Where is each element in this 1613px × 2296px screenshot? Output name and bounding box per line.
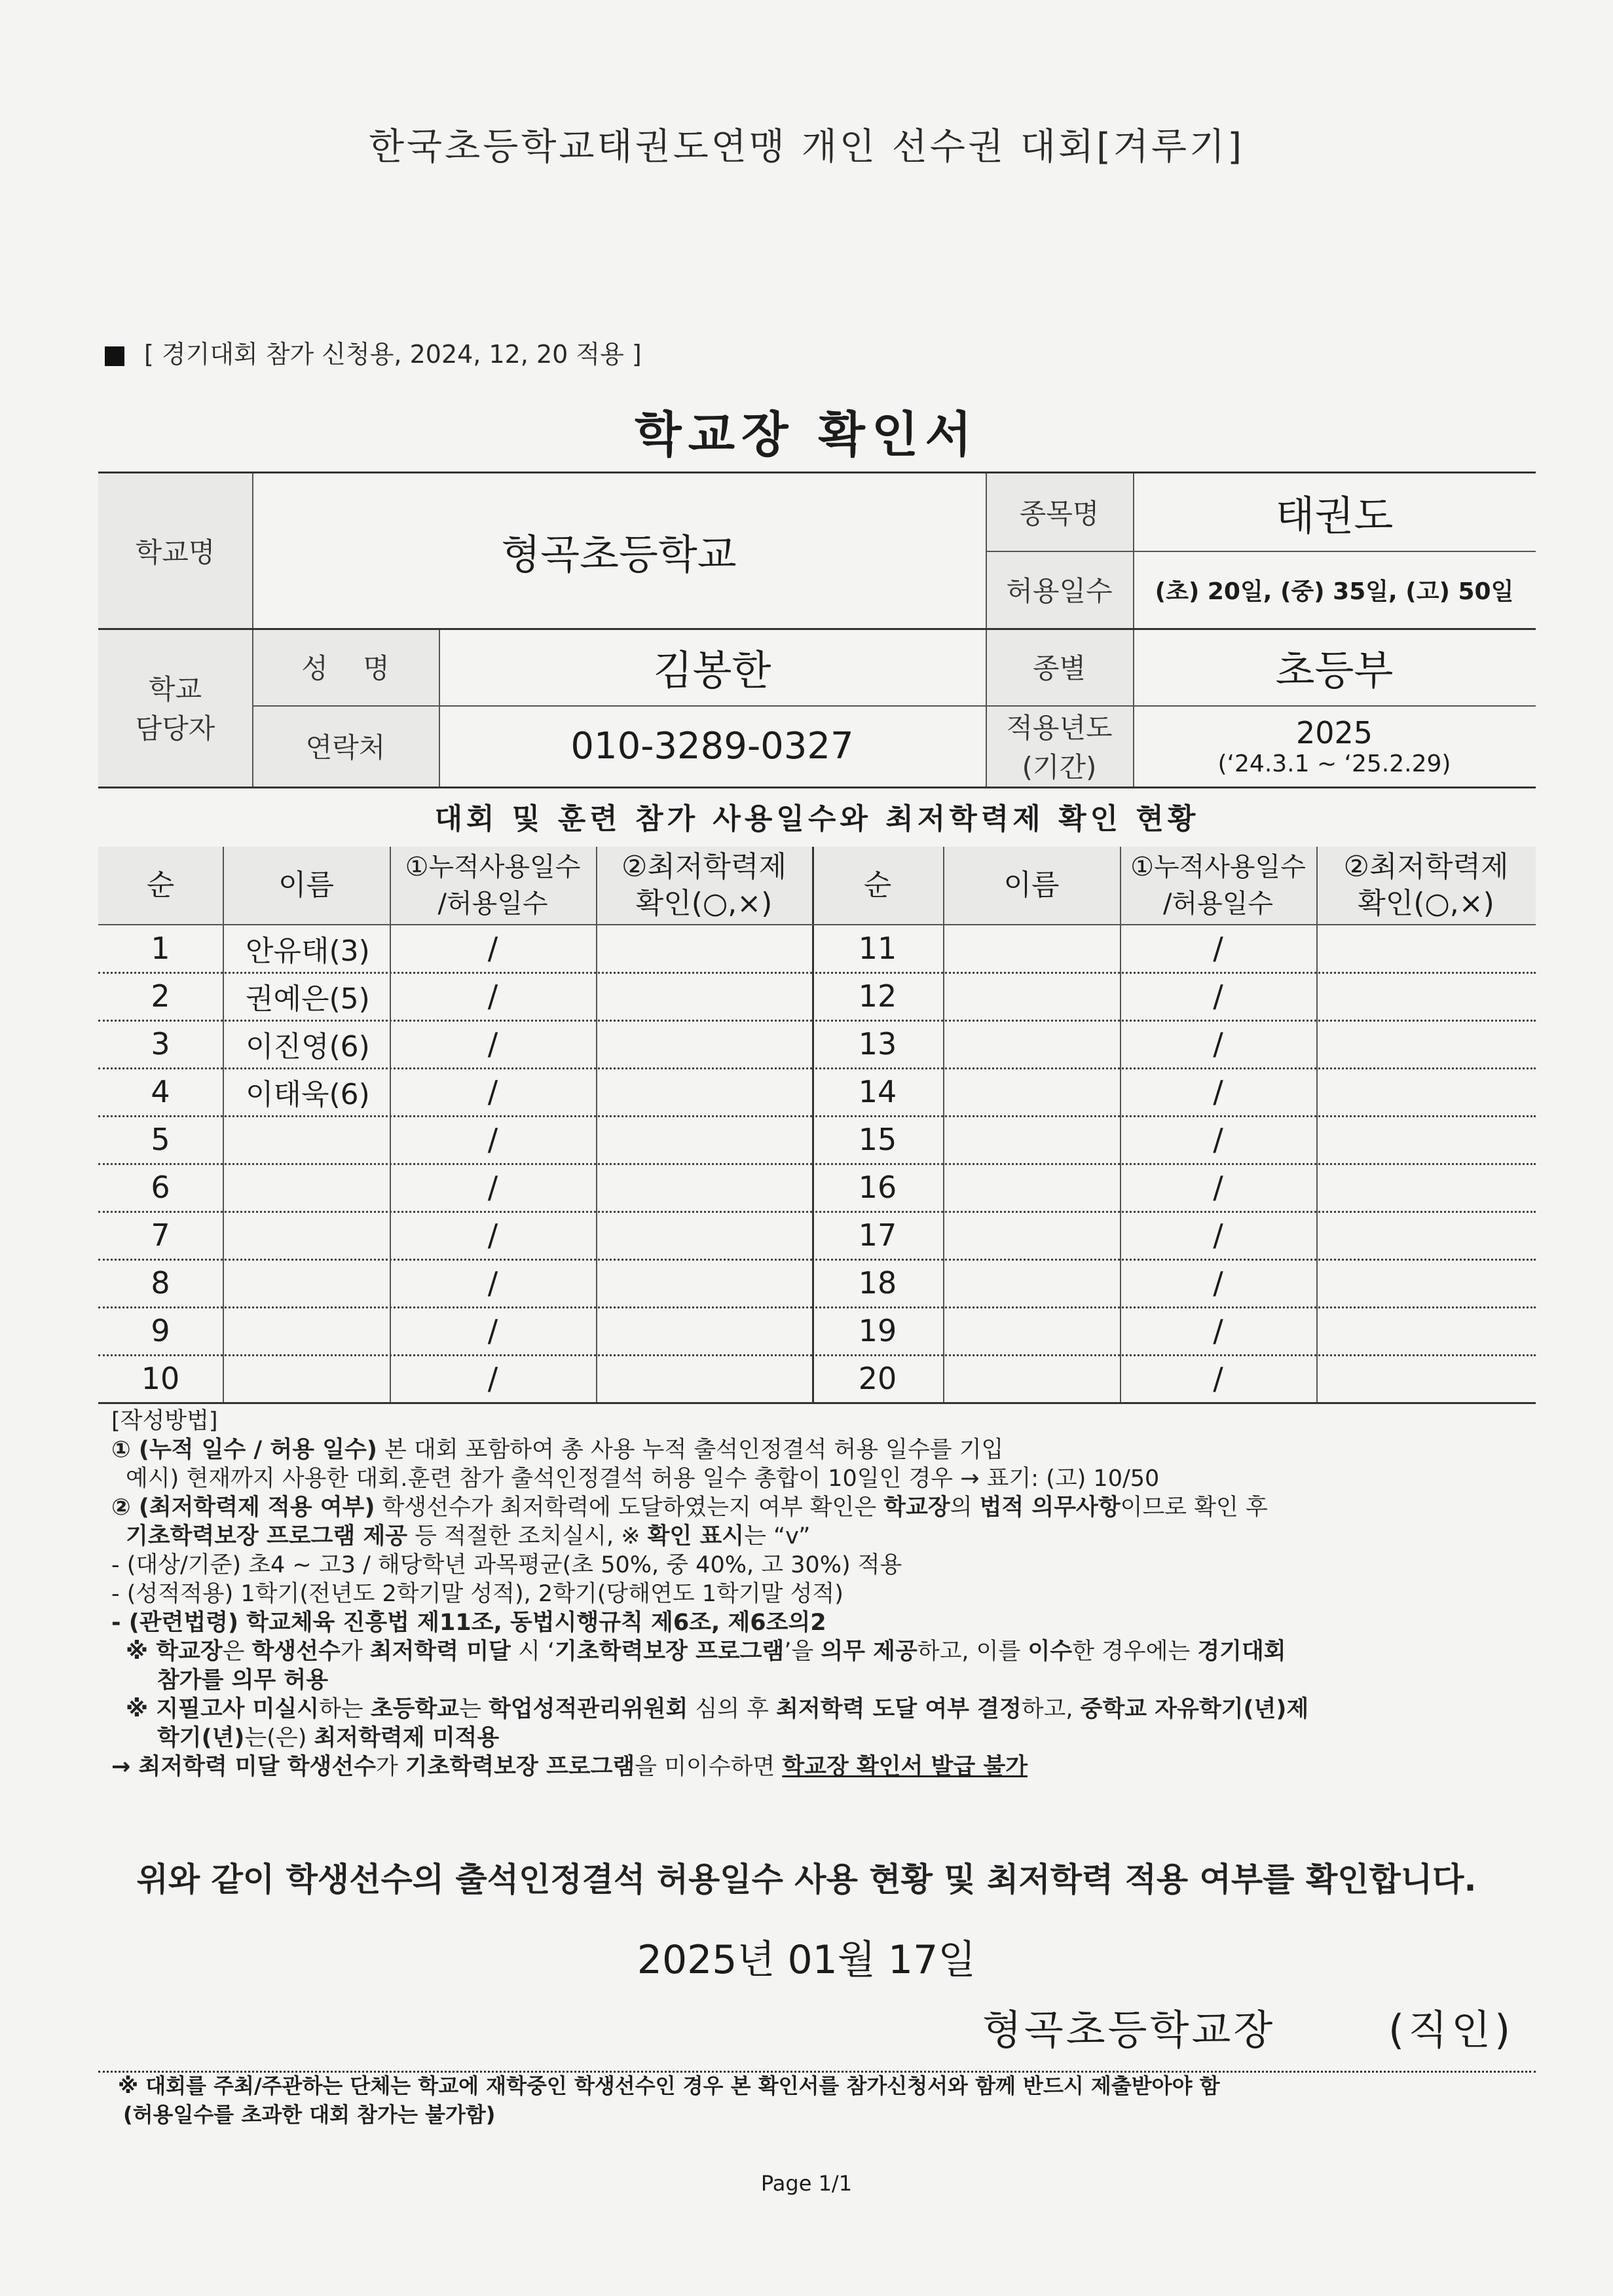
- student-roster-table: [98, 847, 1536, 1404]
- row-number: 13: [858, 1026, 897, 1062]
- col-header-min-right-line1: ②최저학력제: [1343, 850, 1509, 883]
- days-used-cell: /: [1213, 1073, 1223, 1109]
- student-name: [943, 1163, 1120, 1211]
- competition-title: 한국초등학교태권도연맹 개인 선수권 대회[겨루기]: [368, 126, 1245, 168]
- row-number: 18: [858, 1265, 897, 1301]
- student-name: [223, 1115, 390, 1163]
- notice-text: [ 경기대회 참가 신청용, 2024, 12, 20 적용 ]: [144, 340, 642, 369]
- footer-note: [118, 2066, 1519, 2129]
- col-header-days-right-line1: ①누적사용일수: [1130, 852, 1306, 882]
- school-info-table: [98, 472, 1536, 788]
- row-number: 19: [858, 1312, 897, 1348]
- row-number: 17: [858, 1217, 897, 1253]
- min-achievement-cell: [596, 924, 812, 972]
- document-title: 학교장 확인서: [635, 407, 978, 463]
- col-header-min-line1: ②최저학력제: [621, 850, 787, 883]
- row-number: 11: [858, 930, 897, 966]
- row-number: 20: [858, 1360, 897, 1396]
- student-name: [223, 1211, 390, 1259]
- days-used-cell: /: [1213, 930, 1223, 966]
- row-number: 10: [141, 1360, 180, 1396]
- min-achievement-cell: [1316, 972, 1536, 1020]
- min-achievement-cell: [1316, 1067, 1536, 1115]
- row-number: 1: [151, 930, 170, 966]
- days-used-cell: /: [487, 1360, 498, 1396]
- principal-signature-line: 형곡초등학교장: [982, 2006, 1276, 2054]
- row-number: 8: [151, 1265, 170, 1301]
- col-header-min-right-line2: 확인(○,×): [1358, 887, 1494, 920]
- days-used-cell: /: [487, 1217, 498, 1253]
- days-used-cell: /: [1213, 1026, 1223, 1062]
- issue-date: 2025년 01월 17일: [637, 1937, 976, 1983]
- instruction-line-3: ② (최저학력제 적용 여부) 학생선수가 최저학력에 도달하였는지 여부 확인은 학교장의 법적 의무사항이므로 확인 후: [111, 1494, 1268, 1521]
- person-name-value: 김봉한: [653, 646, 771, 694]
- row-number: 7: [151, 1217, 170, 1253]
- footer-note-line1: ※ 대회를 주최/주관하는 단체는 학교에 재학중인 학생선수인 경우 본 확인서를 참가신청서와 함께 반드시 제출받아야 함: [118, 2073, 1220, 2098]
- allowed-days-value: (초) 20일, (중) 35일, (고) 50일: [1155, 578, 1514, 605]
- row-number: 14: [858, 1073, 897, 1109]
- min-achievement-cell: [1316, 1259, 1536, 1306]
- instruction-line-6: - (성적적용) 1학기(전년도 2학기말 성적), 2학기(당해연도 1학기말 성적): [111, 1581, 844, 1607]
- student-name: [943, 1259, 1120, 1306]
- min-achievement-cell: [596, 972, 812, 1020]
- manager-label-line2: 담당자: [135, 713, 215, 745]
- student-name: 이태욱(6): [246, 1077, 370, 1111]
- year-label: [986, 705, 1133, 787]
- instruction-line-11: 학기(년)는(은) 최저학력제 미적용: [157, 1725, 500, 1751]
- days-used-cell: /: [487, 1169, 498, 1205]
- days-used-cell: /: [487, 1265, 498, 1301]
- square-bullet-icon: [105, 346, 124, 366]
- contact-label: 연락처: [252, 705, 439, 787]
- instruction-line-5: - (대상/기준) 초4 ~ 고3 / 해당학년 과목평균(초 50%, 중 40%, 고 30%) 적용: [111, 1552, 902, 1578]
- col-header-days-line1: ①누적사용일수: [405, 852, 581, 882]
- year-label-line1: 적용년도: [1006, 712, 1113, 744]
- col-header-days: [390, 847, 596, 924]
- col-header-days-right: [1120, 847, 1316, 924]
- col-header-min-right: [1316, 847, 1536, 924]
- sport-value: 태권도: [1275, 491, 1394, 540]
- instruction-line-9: 참가를 의무 허용: [157, 1667, 329, 1694]
- student-name: [943, 1211, 1120, 1259]
- student-name: [223, 1163, 390, 1211]
- min-achievement-cell: [596, 1115, 812, 1163]
- row-number: 9: [151, 1312, 170, 1348]
- student-name: 안유태(3): [246, 934, 370, 968]
- row-number: 5: [151, 1121, 170, 1157]
- student-name: [223, 1259, 390, 1306]
- student-name: [943, 1020, 1120, 1067]
- instruction-line-8: ※ 학교장은 학생선수가 최저학력 미달 시 ‘기초학력보장 프로그램’을 의무 제공하고, 이를 이수한 경우에는 경기대회: [126, 1639, 1286, 1665]
- row-number: 2: [151, 978, 170, 1014]
- student-name: [943, 924, 1120, 972]
- min-achievement-cell: [1316, 924, 1536, 972]
- min-achievement-cell: [1316, 1163, 1536, 1211]
- min-achievement-cell: [1316, 1115, 1536, 1163]
- student-name: [943, 1115, 1120, 1163]
- col-header-no: 순: [98, 847, 223, 924]
- student-name: [943, 972, 1120, 1020]
- days-used-cell: /: [1213, 1312, 1223, 1348]
- sport-label: 종목명: [986, 473, 1133, 551]
- row-number: 16: [858, 1169, 897, 1205]
- min-achievement-cell: [1316, 1354, 1536, 1402]
- days-used-cell: /: [487, 1026, 498, 1062]
- footer-note-line2: (허용일수를 초과한 대회 참가는 불가함): [123, 2102, 496, 2127]
- min-achievement-cell: [1316, 1306, 1536, 1354]
- year-label-line2: (기간): [1022, 751, 1097, 783]
- student-name: [943, 1354, 1120, 1402]
- col-header-name-right: 이름: [943, 847, 1120, 924]
- writing-instructions: [111, 1407, 1532, 1781]
- min-achievement-cell: [596, 1020, 812, 1067]
- student-name: [943, 1306, 1120, 1354]
- school-name-value: 형곡초등학교: [501, 530, 737, 578]
- days-used-cell: /: [1213, 1121, 1223, 1157]
- student-name: 권예은(5): [246, 982, 370, 1016]
- days-used-cell: /: [487, 930, 498, 966]
- days-used-cell: /: [487, 1312, 498, 1348]
- student-name: [223, 1306, 390, 1354]
- min-achievement-cell: [596, 1259, 812, 1306]
- col-header-name: 이름: [223, 847, 390, 924]
- manager-label: [98, 628, 252, 787]
- division-value: 초등부: [1275, 646, 1394, 694]
- days-used-cell: /: [1213, 1169, 1223, 1205]
- student-name: [223, 1354, 390, 1402]
- row-number: 3: [151, 1026, 170, 1062]
- notice-line: [105, 334, 642, 370]
- min-achievement-cell: [596, 1354, 812, 1402]
- school-name-label: 학교명: [98, 473, 252, 628]
- student-name: [943, 1067, 1120, 1115]
- manager-label-line1: 학교: [148, 673, 202, 705]
- col-header-min-line2: 확인(○,×): [635, 887, 773, 920]
- min-achievement-cell: [1316, 1020, 1536, 1067]
- row-number: 15: [858, 1121, 897, 1157]
- year-value-cell: [1133, 705, 1536, 787]
- days-used-cell: /: [487, 1073, 498, 1109]
- page-number: Page 1/1: [760, 2171, 853, 2196]
- col-header-no-right: 순: [812, 847, 943, 924]
- row-number: 4: [151, 1073, 170, 1109]
- col-header-days-right-line2: /허용일수: [1162, 889, 1274, 919]
- instruction-line-4: 기초학력보장 프로그램 제공 등 적절한 조치실시, ※ 확인 표시는 “v”: [126, 1523, 811, 1549]
- days-used-cell: /: [1213, 1217, 1223, 1253]
- col-header-min: [596, 847, 812, 924]
- instruction-line-10: ※ 지필고사 미실시하는 초등학교는 학업성적관리위원회 심의 후 최저학력 도달 여부 결정하고, 중학교 자유학기(년)제: [126, 1696, 1309, 1722]
- row-number: 6: [151, 1169, 170, 1205]
- person-name-label: 성 명: [252, 628, 439, 705]
- year-value: 2025: [1295, 714, 1373, 750]
- instruction-line-1: ① (누적 일수 / 허용 일수) 본 대회 포함하여 총 사용 누적 출석인정결석 허용 일수를 기입: [111, 1437, 1004, 1463]
- min-achievement-cell: [596, 1067, 812, 1115]
- min-achievement-cell: [596, 1306, 812, 1354]
- usage-section-title: 대회 및 훈련 참가 사용일수와 최저학력제 확인 현황: [98, 785, 1536, 849]
- confirmation-statement: 위와 같이 학생선수의 출석인정결석 허용일수 사용 현황 및 최저학력 적용 여부를 확인합니다.: [136, 1861, 1477, 1898]
- division-label: 종별: [986, 628, 1133, 705]
- row-number: 12: [858, 978, 897, 1014]
- instruction-line-7: - (관련법령) 학교체육 진흥법 제11조, 동법시행규칙 제6조, 제6조의2: [111, 1610, 826, 1636]
- allowed-days-label: 허용일수: [986, 551, 1133, 628]
- min-achievement-cell: [1316, 1211, 1536, 1259]
- instruction-line-2: 예시) 현재까지 사용한 대회․훈련 참가 출석인정결석 허용 일수 총합이 10일인 경우 → 표기: (고) 10/50: [126, 1466, 1160, 1492]
- min-achievement-cell: [596, 1163, 812, 1211]
- official-seal-placeholder: (직인): [1388, 2006, 1515, 2054]
- year-period: (‘24.3.1 ~ ‘25.2.29): [1217, 750, 1451, 777]
- days-used-cell: /: [1213, 1265, 1223, 1301]
- days-used-cell: /: [1213, 978, 1223, 1014]
- days-used-cell: /: [487, 1121, 498, 1157]
- days-used-cell: /: [1213, 1360, 1223, 1396]
- instructions-heading: [작성방법]: [111, 1408, 218, 1434]
- days-used-cell: /: [487, 978, 498, 1014]
- instruction-line-12: → 최저학력 미달 학생선수가 기초학력보장 프로그램을 미이수하면 학교장 확인서 발급 불가: [111, 1754, 1028, 1780]
- min-achievement-cell: [596, 1211, 812, 1259]
- student-name: 이진영(6): [246, 1029, 370, 1064]
- col-header-days-line2: /허용일수: [437, 889, 548, 919]
- contact-value: 010-3289-0327: [570, 724, 854, 768]
